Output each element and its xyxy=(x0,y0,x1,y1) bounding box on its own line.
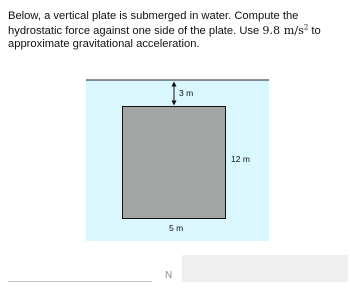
answer-row xyxy=(0,253,350,293)
answer-underline xyxy=(8,281,152,282)
width-label: 5 m xyxy=(169,223,184,233)
answer-input[interactable] xyxy=(182,255,348,282)
question-text-part1: Below, a vertical plate is submerged in water. Compute the hydrostatic force against one side of the plate. Use xyxy=(8,10,299,37)
gravity-value-exponent: 2 xyxy=(303,22,309,31)
submerged-plate xyxy=(123,107,226,219)
gravity-value-base: 9.8 m/s xyxy=(262,23,304,37)
question-text-part2: to approximate gravitational acceleration. xyxy=(8,24,321,50)
answer-unit-label: N xyxy=(165,270,173,281)
depth-label: 3 m xyxy=(179,88,194,98)
height-label: 12 m xyxy=(231,154,250,164)
